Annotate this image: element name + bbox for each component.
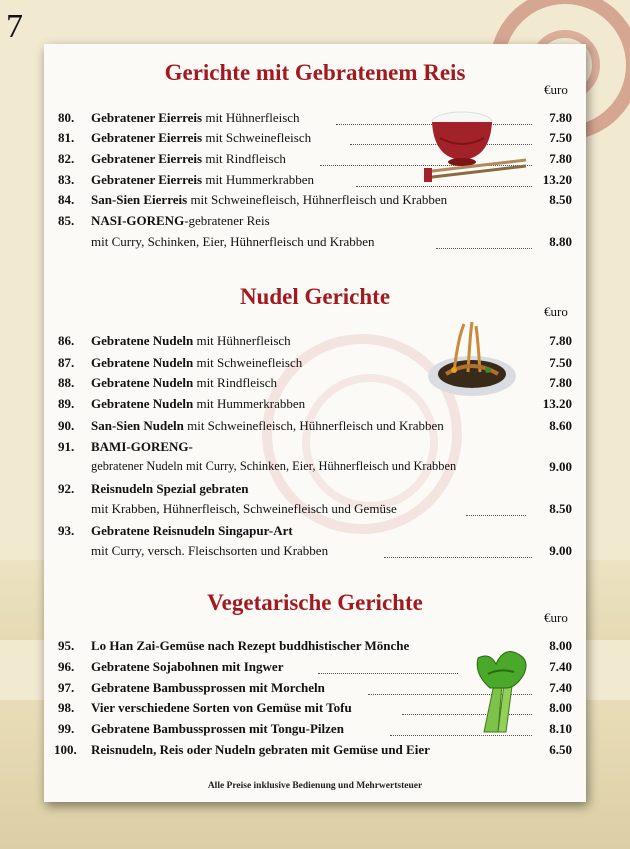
leader-dots	[466, 515, 526, 516]
item-price: 7.80	[549, 333, 572, 348]
item-description: Lo Han Zai-Gemüse nach Rezept buddhistischer Mönche	[91, 638, 410, 653]
item-description: Gebratener Eierreis mit Rindfleisch	[91, 151, 286, 166]
item-number: 90.	[58, 418, 75, 433]
item-price: 8.00	[549, 638, 572, 653]
item-price: 7.80	[549, 110, 572, 125]
currency-label: €uro	[544, 82, 568, 97]
section-title-vegetarian: Vegetarische Gerichte	[207, 590, 423, 615]
item-price: 8.10	[549, 721, 572, 736]
item-description: Gebratene Nudeln mit Hühnerfleisch	[91, 333, 291, 348]
leader-dots	[384, 557, 532, 558]
rice-bowl-icon	[420, 98, 530, 188]
item-number: 85.	[58, 213, 75, 228]
item-description: Gebratene Sojabohnen mit Ingwer	[91, 659, 284, 674]
item-price: 7.50	[549, 355, 572, 370]
menu-sheet	[44, 44, 586, 802]
noodle-plate-icon	[424, 318, 520, 402]
leader-dots	[436, 248, 532, 249]
item-price: 8.80	[549, 234, 572, 249]
item-description: San-Sien Eierreis mit Schweinefleisch, Hühnerfleisch und Krabben	[91, 192, 448, 207]
item-description: Gebratene Reisnudeln Singapur-Art	[91, 523, 293, 538]
item-number: 86.	[58, 333, 75, 348]
item-description: BAMI-GORENG-	[91, 439, 193, 454]
item-price: 8.00	[549, 700, 572, 715]
item-number: 98.	[58, 700, 75, 715]
leader-dots	[318, 673, 458, 674]
item-price: 8.50	[549, 192, 572, 207]
item-number: 92.	[58, 481, 75, 496]
item-description-continued: mit Curry, versch. Fleischsorten und Krabben	[91, 543, 329, 558]
item-price: 8.60	[549, 418, 572, 433]
item-number: 88.	[58, 375, 75, 390]
currency-label: €uro	[544, 610, 568, 625]
item-price: 8.50	[549, 501, 572, 516]
item-price: 7.80	[549, 375, 572, 390]
item-number: 83.	[58, 172, 75, 187]
item-number: 96.	[58, 659, 75, 674]
item-description: Gebratene Nudeln mit Rindfleisch	[91, 375, 277, 390]
item-description: Reisnudeln Spezial gebraten	[91, 481, 249, 496]
item-description: Vier verschiedene Sorten von Gemüse mit Tofu	[91, 700, 352, 715]
item-number: 91.	[58, 439, 75, 454]
item-number: 89.	[58, 396, 75, 411]
item-number: 84.	[58, 192, 75, 207]
item-number: 87.	[58, 355, 75, 370]
currency-label: €uro	[544, 304, 568, 319]
item-number: 99.	[58, 721, 75, 736]
section-title-fried-rice: Gerichte mit Gebratenem Reis	[164, 60, 466, 85]
item-description: NASI-GORENG-gebratener Reis	[91, 213, 270, 228]
celery-icon	[464, 644, 536, 734]
item-price: 13.20	[542, 172, 572, 187]
item-description: Gebratener Eierreis mit Hühnerfleisch	[91, 110, 300, 125]
item-description: Gebratene Bambussprossen mit Morcheln	[91, 680, 325, 695]
item-description: Gebratener Eierreis mit Schweinefleisch	[91, 130, 312, 145]
leader-dots	[390, 735, 532, 736]
page-number: 7	[6, 8, 23, 45]
item-number: 97.	[58, 680, 75, 695]
item-price: 9.00	[549, 543, 572, 558]
item-description: San-Sien Nudeln mit Schweinefleisch, Hühnerfleisch und Krabben	[91, 418, 444, 433]
item-price: 9.00	[549, 459, 572, 474]
item-price: 13.20	[542, 396, 572, 411]
section-title-noodles: Nudel Gerichte	[239, 284, 391, 309]
item-price: 6.50	[549, 742, 572, 757]
item-description: Gebratener Eierreis mit Hummerkrabben	[91, 172, 314, 187]
item-price: 7.40	[549, 680, 572, 695]
item-number: 82.	[58, 151, 75, 166]
item-description: Reisnudeln, Reis oder Nudeln gebraten mit Gemüse und Eier	[91, 742, 430, 757]
item-description: Gebratene Nudeln mit Schweinefleisch	[91, 355, 303, 370]
item-description: Gebratene Nudeln mit Hummerkrabben	[91, 396, 306, 411]
item-description-continued: mit Curry, Schinken, Eier, Hühnerfleisch und Krabben	[91, 234, 375, 249]
footer-note: Alle Preise inklusive Bedienung und Mehrwertsteuer	[207, 781, 423, 791]
item-number: 93.	[58, 523, 75, 538]
item-number: 81.	[58, 130, 75, 145]
item-description: Gebratene Bambussprossen mit Tongu-Pilzen	[91, 721, 344, 736]
item-number: 95.	[58, 638, 75, 653]
item-price: 7.40	[549, 659, 572, 674]
item-price: 7.80	[549, 151, 572, 166]
item-number: 100.	[54, 742, 77, 757]
item-description-continued: gebratener Nudeln mit Curry, Schinken, Eier, Hühnerfleisch und Krabben	[91, 459, 457, 473]
item-price: 7.50	[549, 130, 572, 145]
item-number: 80.	[58, 110, 75, 125]
item-description-continued: mit Krabben, Hühnerfleisch, Schweinefleisch und Gemüse	[91, 501, 397, 516]
